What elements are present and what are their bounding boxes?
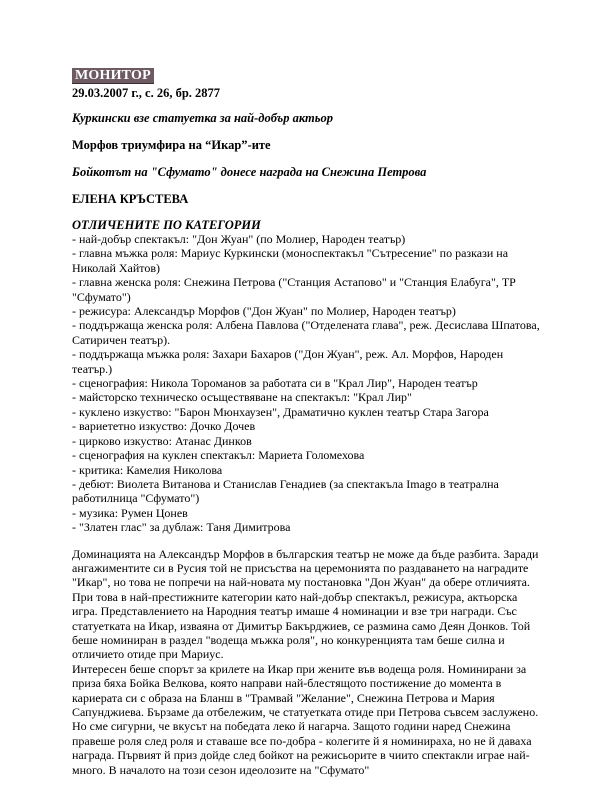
category-item: - майсторско техническо осъществяване на спектакъл: "Крал Лир" xyxy=(72,390,412,405)
category-item: - поддържаща мъжка роля: Захари Бахаров ("Дон Жуан", реж. Ал. Морфов, Народен театър.) xyxy=(72,347,504,376)
category-item: - главна женска роля: Снежина Петрова ("Станция Астапово" и "Станция Елабуга", ТР "Сфумато") xyxy=(72,275,516,304)
kicker: Куркински взе статуетка за най-добър актьор xyxy=(72,111,333,125)
category-item: - куклено изкуство: "Барон Мюнхаузен", Драматично куклен театър Стара Загора xyxy=(72,404,489,419)
article xyxy=(72,66,542,777)
headline: Морфов триумфира на “Икар”-ите xyxy=(72,138,271,152)
category-item: - "Златен глас" за дублаж: Таня Димитрова xyxy=(72,520,291,535)
category-item: - цирково изкуство: Атанас Динков xyxy=(72,433,252,448)
category-item: - дебют: Виолета Витанова и Станислав Генадиев (за спектакъла Imago в театрална работилница "Сфумато") xyxy=(72,476,499,506)
category-item: - критика: Камелия Николова xyxy=(72,462,223,477)
categories-list xyxy=(72,232,542,535)
monitor-logo: МОНИТОР xyxy=(72,68,154,84)
author-byline: ЕЛЕНА КРЪСТЕВА xyxy=(72,192,189,206)
category-item: - поддържаща женска роля: Албена Павлова ("Отделената глава", реж. Десислава Шпатова, Сатиричен театър). xyxy=(72,318,540,347)
category-item: - главна мъжка роля: Мариус Куркински (моноспектакъл "Сътресение" по разкази на Николай Хайтов) xyxy=(72,246,509,275)
body-paragraph: Доминацията на Александър Морфов в българския театър не може да бъде разбита. Заради ангажиментите си в Русия той не присъства на церемонията по раздаването на наградите "Икар", но това не попречи на най-новата му постановка "Дон Жуан" да обере отличията. При това в най-престижните категории като най-добър спектакъл, режисура, актьорска игра. Представлението на Народния театър имаше 4 номинации и взе три награди. Със статуетката на Икар, изваяна от Димитър Бакърджиев, се размина само Деян Донков. Той беше номиниран в раздел "водеща мъжка роля", но конкуренцията там беше силна и отличието отиде при Мариус. xyxy=(72,546,539,662)
body-paragraph: Интересен беше спорът за крилете на Икар при жените във водеща роля. Номинирани за приза бяха Бойка Велкова, която направи най-блестящото постижение до момента в кариерата си с образа на Бланш в "Трамвай "Желание", Снежина Петрова и Мария Сапунджиева. Бързаме да отбележим, че статуетката отиде при Петрова съвсем заслужено. Но сме сигурни, че вкусът на победата леко й нагарча. Защото години наред Снежина правеше роля след роля и ставаше все по-добра - колегите й я номинираха, но не й даваха награда. Първият й приз дойде след бойкот на режисьорите в чиито спектакли играе най-много. В началото на този сезон идеолозите на "Сфумато" xyxy=(72,661,539,777)
category-item: - режисура: Александър Морфов ("Дон Жуан" по Молиер, Народен театър) xyxy=(72,304,456,319)
subheadline: Бойкотът на "Сфумато" донесе награда на Снежина Петрова xyxy=(72,165,427,179)
dateline: 29.03.2007 г., с. 26, бр. 2877 xyxy=(72,86,221,100)
category-item: - вариететно изкуство: Дочко Дочев xyxy=(72,419,256,434)
category-item: - сценография: Никола Тороманов за работата си в "Крал Лир", Народен театър xyxy=(72,376,478,391)
category-item: - сценография на куклен спектакъл: Мариета Голомехова xyxy=(72,448,365,463)
article-body xyxy=(72,547,542,778)
categories-title: ОТЛИЧЕНИТЕ ПО КАТЕГОРИИ xyxy=(72,218,261,232)
category-item: - музика: Румен Цонев xyxy=(72,505,188,520)
category-item: - най-добър спектакъл: "Дон Жуан" (по Молиер, Народен театър) xyxy=(72,232,406,246)
